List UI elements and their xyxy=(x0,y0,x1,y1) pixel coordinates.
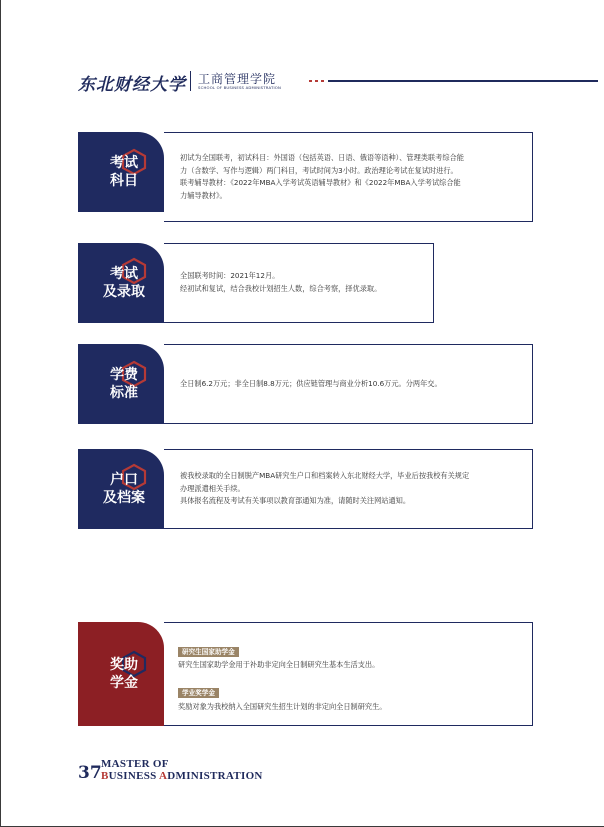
section-content xyxy=(164,449,533,529)
header-rule xyxy=(328,80,598,82)
section-title: 学费 标准 xyxy=(110,367,138,401)
section-content xyxy=(164,243,434,323)
section-title: 奖助 学金 xyxy=(110,657,138,691)
award-description: 研究生国家助学金用于补助非定向全日制研究生基本生活支出。 xyxy=(178,660,380,669)
award-description: 奖励对象为我校纳入全国研究生招生计划的非定向全日制研究生。 xyxy=(178,702,387,711)
award-tag: 学业奖学金 xyxy=(178,688,219,698)
section-tab xyxy=(78,622,164,726)
section-tab xyxy=(78,344,164,424)
section-title: 考试 及录取 xyxy=(103,266,145,300)
section-title: 户口 及档案 xyxy=(103,472,145,506)
section-tab xyxy=(78,132,164,212)
section-title: 考试 科目 xyxy=(110,155,138,189)
school-name-en: SCHOOL OF BUSINESS ADMINISTRATION xyxy=(198,85,282,90)
university-logo: 东北财经大学 xyxy=(78,75,186,95)
section-content xyxy=(164,622,533,726)
section-text: 被我校录取的全日制脱产MBA研究生户口和档案转入东北财经大学，毕业后按我校有关规定 办理派遣相关手续。 具体报名流程及考试有关事项以教育部通知为准，请随时关注网站通知。 xyxy=(180,471,470,505)
section-content xyxy=(164,344,533,424)
section-text: 全国联考时间：2021年12月。 经初试和复试，结合我校计划招生人数，综合考察，择优录取。 xyxy=(180,271,382,293)
header-dash-decoration xyxy=(309,80,325,82)
footer-title-line1: MASTER OF xyxy=(101,758,169,770)
section-content xyxy=(164,132,533,222)
page-header xyxy=(78,68,598,98)
section-tab xyxy=(78,449,164,529)
page-number: 37 xyxy=(78,763,102,783)
logo-divider xyxy=(190,71,191,91)
award-tag: 研究生国家助学金 xyxy=(178,647,239,657)
section-text: 初试为全国联考，初试科目：外国语（包括英语、日语、俄语等语种）、管理类联考综合能 力（含数学、写作与逻辑）两门科目，考试时间为3小时。政治理论考试在复试时进行。 联考辅导教材：《2022年MBA入学考试英语辅导教材》和《2022年MBA入学考试综合能 力辅导教材》。 xyxy=(180,153,464,200)
section-tab xyxy=(78,243,164,323)
school-name: 工商管理学院 xyxy=(198,72,277,86)
section-text: 全日制6.2万元；非全日制8.8万元；供应链管理与商业分析10.6万元。分两年交。 xyxy=(180,379,442,388)
footer-title-line2: BUSINESS ADMINISTRATION xyxy=(101,770,263,782)
